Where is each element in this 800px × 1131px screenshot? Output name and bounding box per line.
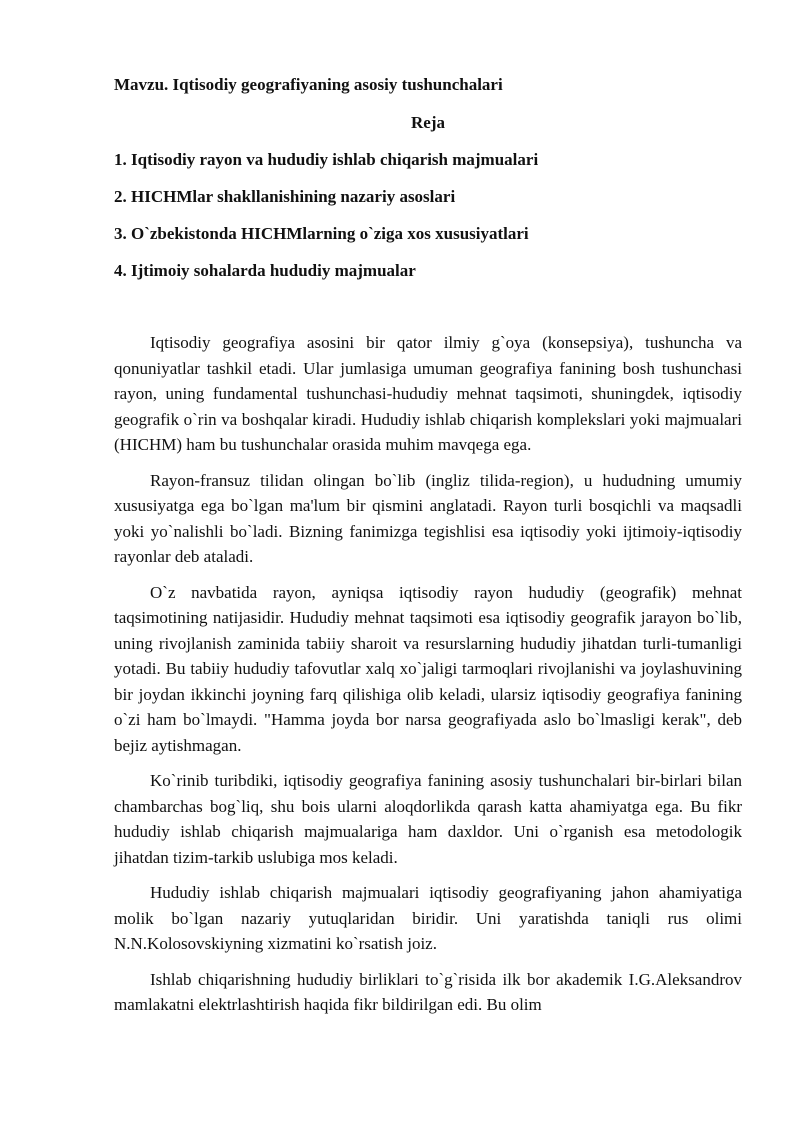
document-page (114, 74, 742, 1028)
paragraph-6: Ishlab chiqarishning hududiy birliklari to`g`risida ilk bor akademik I.G.Aleksandrov mamlakatni elektrlashtirish haqida fikr bildirilgan edi. Bu olim (114, 969, 742, 1014)
plan-heading: Reja (411, 113, 445, 132)
paragraph-3: O`z navbatida rayon, ayniqsa iqtisodiy rayon hududiy (geografik) mehnat taqsimotining natijasidir. Hududiy mehnat taqsimoti esa iqtisodiy geografik jarayon bo`lib, uning rivojlanish zaminida tabiiy sharoit va resurslarning hududiy jihatdan turli-tumanligi yotadi. Bu tabiiy hududiy tafovutlar xalq xo`jaligi tarmoqlari rivojlanishi va joylashuvining bir joydan ikkinchi joyning farq qilishiga olib keladi, ularsiz iqtisodiy geografiya fanining o`zi ham bo`lmaydi. "Hamma joyda bor narsa geografiyada aslo bo`lmasligi kerak", deb bejiz aytishmagan. (114, 582, 742, 755)
paragraph-4: Ko`rinib turibdiki, iqtisodiy geografiya fanining asosiy tushunchalari bir-birlari bilan chambarchas bog`liq, shu bois ularni aloqdorlikda qarash katta ahamiyatga ega. Bu fikr hududiy ishlab chiqarish majmualariga ham daxldor. Uni o`rganish esa metodologik jihatdan tizim-tarkib uslubiga mos keladi. (114, 771, 742, 867)
plan-item-4: 4. Ijtimoiy sohalarda hududiy majmualar (114, 261, 416, 280)
body-text (114, 330, 742, 1018)
plan-item-2: 2. HICHMlar shakllanishining nazariy asoslari (114, 187, 456, 206)
plan-item-3: 3. O`zbekistonda HICHMlarning o`ziga xos xususiyatlari (114, 224, 529, 243)
document-title: Mavzu. Iqtisodiy geografiyaning asosiy tushunchalari (114, 75, 503, 94)
paragraph-2: Rayon-fransuz tilidan olingan bo`lib (ingliz tilida-region), u hududning umumiy xususiyatga ega bo`lgan ma'lum bir qismini anglatadi. Rayon turli bosqichli va maqsadli yoki yo`nalishli bo`ladi. Bizning fanimizga tegishlisi esa iqtisodiy yoki ijtimoiy-iqtisodiy rayonlar deb ataladi. (114, 470, 742, 566)
plan-list (114, 149, 742, 282)
paragraph-1: Iqtisodiy geografiya asosini bir qator ilmiy g`oya (konsepsiya), tushuncha va qonuniyatlar tashkil etadi. Ular jumlasiga umuman geografiya fanining bosh tushunchasi rayon, uning fundamental tushunchasi-hududiy mehnat taqsimoti, shuningdek, iqtisodiy geografik o`rin va boshqalar kiradi. Hududiy ishlab chiqarish komplekslari yoki majmualari (HICHM) ham bu tushunchalar orasida muhim mavqega ega. (114, 333, 742, 454)
paragraph-5: Hududiy ishlab chiqarish majmualari iqtisodiy geografiyaning jahon ahamiyatiga molik bo`lgan nazariy yutuqlaridan biridir. Uni yaratishda taniqli rus olimi N.N.Kolosovskiyning xizmatini ko`rsatish joiz. (114, 883, 742, 953)
plan-item-1: 1. Iqtisodiy rayon va hududiy ishlab chiqarish majmualari (114, 150, 539, 169)
